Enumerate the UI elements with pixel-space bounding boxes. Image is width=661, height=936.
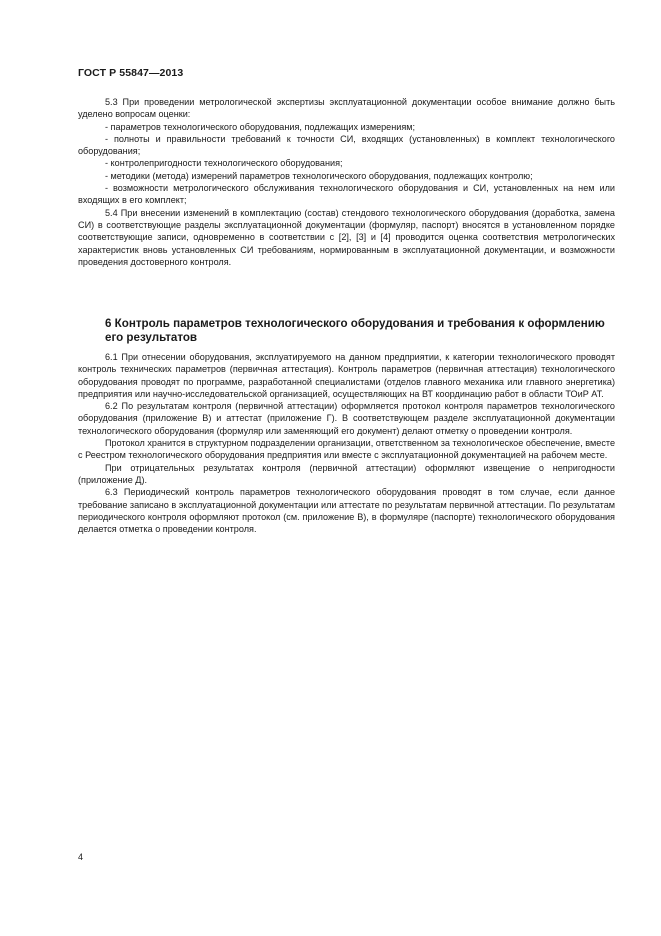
paragraph-6-3: 6.3 Периодический контроль параметров технологического оборудования проводят в том случае, если данное требование записано в эксплуатационной документации или аттестате по результатам первичной аттестации. По результатам периодического контроля оформляют протокол (см. приложение В), в формуляре (паспорте) технологического оборудования делается отметка о проведении контроля. xyxy=(78,487,615,535)
list-item: - полноты и правильности требований к точности СИ, входящих (установленных) в комплект технологического оборудования; xyxy=(78,133,615,157)
paragraph-6-2: 6.2 По результатам контроля (первичной аттестации) оформляется протокол контроля параметров технологического оборудования (приложение В) и аттестат (приложение Г). В соответствующем разделе эксплуатационной документации технологического оборудования (формуляр или заменяющий его документ) делают отметку о проведении контроля. xyxy=(78,401,615,436)
paragraph-5-3: 5.3 При проведении метрологической экспертизы эксплуатационной документации особое внимание должно быть уделено вопросам оценки: xyxy=(78,97,615,120)
list-item: - контролепригодности технологического оборудования; xyxy=(105,158,343,169)
paragraph-protocol: Протокол хранится в структурном подразделении организации, ответственном за технологическое обеспечение, вместе с Реестром технологического оборудования предприятия или вместе с эксплуатационной документацией на рабочем месте. xyxy=(78,438,615,461)
list-item: - параметров технологического оборудования, подлежащих измерениям; xyxy=(105,121,416,132)
document-header: ГОСТ Р 55847—2013 xyxy=(78,67,184,79)
list-item: - возможности метрологического обслуживания технологического оборудования и СИ, установленных на нем или входящих в его комплект; xyxy=(78,183,615,206)
section-5-text xyxy=(78,96,615,268)
section-6-text xyxy=(78,351,615,535)
paragraph-negative-results: При отрицательных результатах контроля (первичной аттестации) оформляют извещение о непригодности (приложение Д). xyxy=(78,462,615,485)
page-number: 4 xyxy=(78,852,84,862)
paragraph-6-1: 6.1 При отнесении оборудования, эксплуатируемого на данном предприятии, к категории технологического проводят контроль технических параметров (первичная аттестация). Контроль параметров (первичная аттестация) технологического оборудования проводят по программе, разработанной специалистами (отделов главного механика или главного энергетика) предприятия или научно-исследовательской организацией, осуществляющих на ВТ координацию работ в области ТОиР АТ. xyxy=(78,352,615,399)
list-item: - методики (метода) измерений параметров технологического оборудования, подлежащих контролю; xyxy=(105,170,533,181)
section-6-heading: 6 Контроль параметров технологического оборудования и требования к оформлению его результатов xyxy=(105,317,605,344)
paragraph-5-4: 5.4 При внесении изменений в комплектацию (состав) стендового технологического оборудования (доработка, замена СИ) в соответствующие разделы эксплуатационной документации (формуляр, паспорт) вносятся в установленном порядке соответствующие записи, одновременно в соответствии с [2], [3] и [4] проводится оценка соответствия метрологических характеристик вновь установленных СИ требованиям, нормированным в эксплуатационной документации, и возможности проведения достоверного контроля. xyxy=(78,207,615,267)
